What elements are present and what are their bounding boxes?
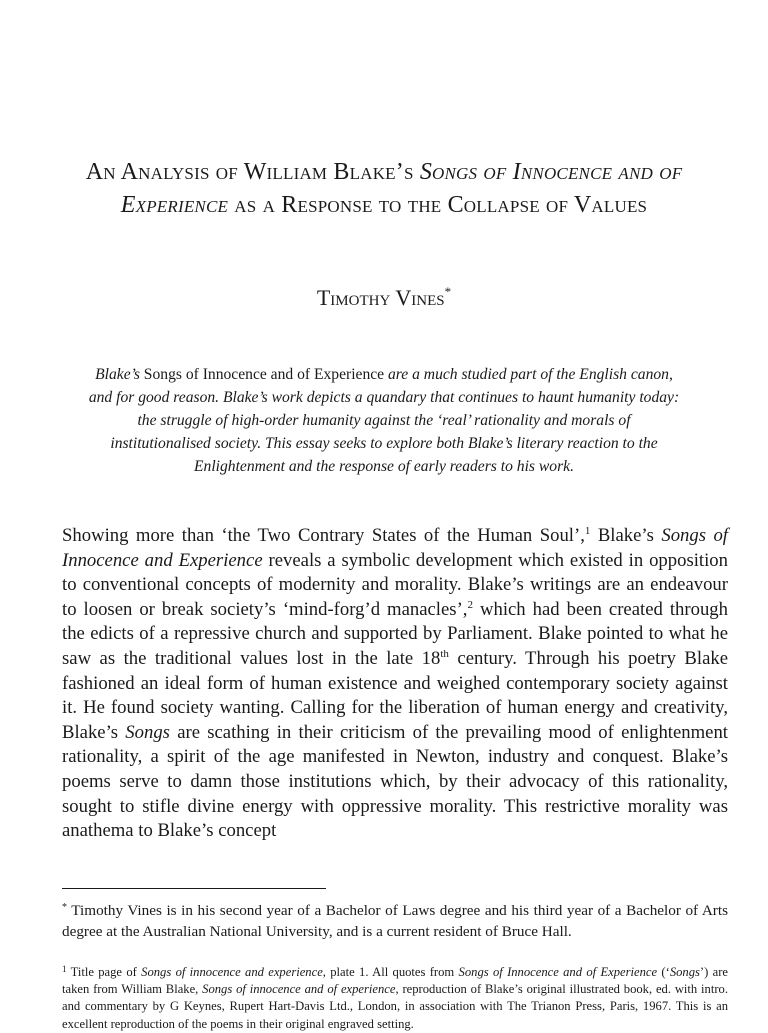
fn1-seg-c: , plate 1. All quotes from <box>322 965 459 979</box>
abstract-seg-1: Blake’s <box>95 366 144 383</box>
footnote-ref-2: 2 <box>467 598 473 611</box>
fn1-seg-b: Songs of innocence and experience <box>141 965 323 979</box>
abstract-seg-3: are a much studied part of the English canon, and for good reason. Blake’s work depicts a quandary that continues to haunt humanity today: the struggle of high-order humanity against the ‘real’ rationality and morals of institutionalised society. This essay seeks to explore both Blake’s literary reaction to the Enlightenment and the response of early readers to his work. <box>88 366 680 475</box>
fn1-seg-e: (‘ <box>657 965 670 979</box>
footnote-author-marker: * <box>62 902 67 913</box>
body-seg-6: century. Through his poetry Blake fashioned an ideal form of human existence and weighed contemporary society against it. He found society wanting. Calling for the liberation of human energy and creativity, Blake’s <box>62 647 728 743</box>
abstract-seg-2: Songs of Innocence and of Experience <box>143 366 385 383</box>
footnote-author <box>62 901 728 942</box>
body-seg-3: Songs of Innocence and Experience <box>62 525 728 571</box>
body-seg-2: Blake’s <box>590 525 662 546</box>
body-seg-8: are scathing in their criticism of the prevailing mood of enlightenment rationality, a spirit of the age manifested in Newton, industry and conquest. Blake’s poems serve to damn those institutions which, by their advocacy of this rationality, sought to stifle divine energy with oppressive morality. This restrictive morality was anathema to Blake’s concept <box>62 721 728 842</box>
body-seg-7: Songs <box>125 721 170 743</box>
title-part-1: An Analysis of William Blake’s <box>85 159 420 185</box>
footnote-1 <box>62 964 728 1033</box>
abstract <box>88 363 680 478</box>
body-seg-1: Showing more than ‘the Two Contrary States of the Human Soul’, <box>62 525 585 546</box>
author-name: Timothy Vines <box>316 285 445 310</box>
author-line <box>40 284 728 312</box>
footnote-author-text: Timothy Vines is in his second year of a Bachelor of Laws degree and his third year of a Bachelor of Arts degree at the Australian National University, and is a current resident of Bruce Hall. <box>62 902 728 940</box>
fn1-seg-f: Songs <box>669 965 700 979</box>
body-seg-4: reveals a symbolic development which existed in opposition to conventional concepts of modernity and morality. Blake’s writings are an endeavour to loosen or break society’s ‘mind-forg’d manacles’, <box>62 549 728 620</box>
fn1-seg-a: Title page of <box>66 965 142 979</box>
ordinal-suffix: th <box>440 647 449 660</box>
footnote-divider <box>62 888 326 889</box>
body-seg-5: which had been created through the edicts of a repressive church and supported by Parliament. Blake pointed to what he saw as the traditional values lost in the late 18 <box>62 598 728 669</box>
footnote-1-marker: 1 <box>62 964 67 974</box>
footnote-ref-1: 1 <box>584 525 591 537</box>
paper-title <box>40 156 728 222</box>
body-paragraph <box>62 524 728 844</box>
title-part-3: as a Response to the Collapse of Values <box>228 192 648 218</box>
fn1-seg-i: , reproduction of Blake’s original illustrated book, ed. with intro. and commentary by G Keynes, Rupert Hart-Davis Ltd., London, in association with The Trianon Press, Paris, 1967. This is an excellent reproduction of the poems in their original engraved setting. <box>62 982 728 1031</box>
fn1-seg-h: Songs of innocence and of experience <box>202 982 396 997</box>
author-footnote-marker: * <box>444 284 452 299</box>
fn1-seg-g: ’) are taken from William Blake, <box>62 965 728 997</box>
title-italic-work: Songs of Innocence and of Experience <box>120 159 683 218</box>
fn1-seg-d: Songs of Innocence and of Experience <box>458 965 658 979</box>
